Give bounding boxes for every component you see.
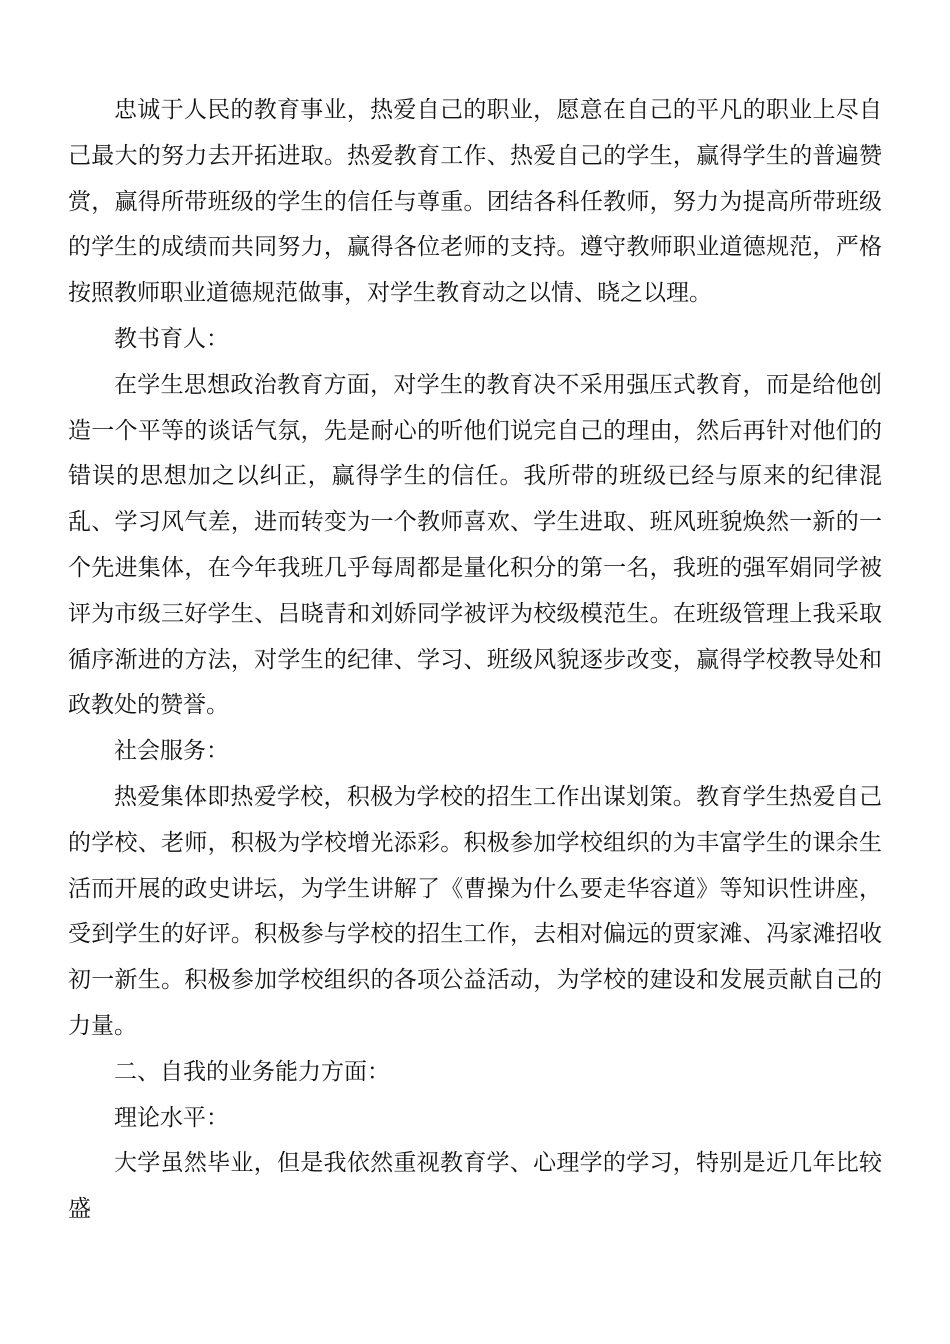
paragraph-professional-ethics: 忠诚于人民的教育事业，热爱自己的职业，愿意在自己的平凡的职业上尽自己最大的努力去开拓进取。热爱教育工作、热爱自己的学生，赢得学生的普遍赞赏，赢得所带班级的学生的信任与尊重。团结各科任教师，努力为提高所带班级的学生的成绩而共同努力，赢得各位老师的支持。遵守教师职业道德规范，严格按照教师职业道德规范做事，对学生教育动之以情、晓之以理。: [68, 97, 882, 307]
heading-social-service: 社会服务：: [114, 738, 229, 765]
paragraph-teaching-and-educating: 在学生思想政治教育方面，对学生的教育决不采用强压式教育，而是给他创造一个平等的谈话气氛，先是耐心的听他们说完自己的理由，然后再针对他们的错误的思想加之以纠正，赢得学生的信任。我所带的班级已经与原来的纪律混乱、学习风气差，进而转变为一个教师喜欢、学生进取、班风班貌焕然一新的一个先进集体，在今年我班几乎每周都是量化积分的第一名，我班的强军娟同学被评为市级三好学生、吕晓青和刘娇同学被评为校级模范生。在班级管理上我采取循序渐进的方法，对学生的纪律、学习、班级风貌逐步改变，赢得学校教导处和政教处的赞誉。: [68, 371, 882, 719]
document-page: [68, 88, 882, 1233]
heading-professional-ability: 二、自我的业务能力方面：: [114, 1058, 390, 1085]
paragraph-social-service: 热爱集体即热爱学校，积极为学校的招生工作出谋划策。教育学生热爱自己的学校、老师，积极为学校增光添彩。积极参加学校组织的为丰富学生的课余生活而开展的政史讲坛，为学生讲解了《曹操为什么要走华容道》等知识性讲座，受到学生的好评。积极参与学校的招生工作，去相对偏远的贾家滩、冯家滩招收初一新生。积极参加学校组织的各项公益活动，为学校的建设和发展贡献自己的力量。: [68, 783, 882, 1039]
paragraph-theory-level: 大学虽然毕业，但是我依然重视教育学、心理学的学习，特别是近几年比较盛: [68, 1150, 882, 1223]
heading-theory-level: 理论水平：: [114, 1104, 229, 1131]
heading-teaching-and-educating: 教书育人：: [114, 325, 229, 352]
